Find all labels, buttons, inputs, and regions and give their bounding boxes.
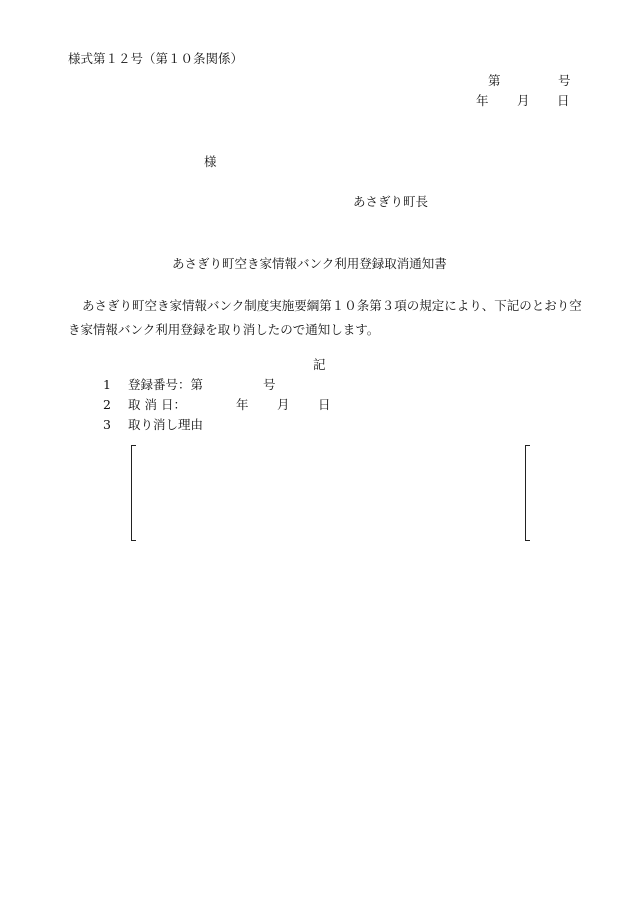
document-number-suffix: 号 <box>558 73 571 88</box>
cancellation-date-label: 取 消 日： <box>128 397 186 412</box>
item-number: 3 <box>103 417 111 432</box>
document-number-prefix: 第 <box>488 73 501 88</box>
date-year-label: 年 <box>476 93 489 108</box>
date-day-label: 日 <box>557 93 570 108</box>
reason-box-left-bracket <box>131 445 136 541</box>
date-month-label: 月 <box>517 93 530 108</box>
registration-number-suffix: 号 <box>263 377 276 392</box>
sender-name: あさぎり町長 <box>353 194 429 209</box>
item-number: 1 <box>103 377 111 392</box>
reason-box-right-bracket <box>525 445 530 541</box>
body-paragraph: あさぎり町空き家情報バンク制度実施要綱第１０条第３項の規定により、下記のとおり空き家情報バンク利用登録を取り消したので通知します。 <box>68 298 582 337</box>
registration-number-label: 登録番号：第 <box>128 377 204 392</box>
cancellation-reason-label: 取り消し理由 <box>128 417 204 432</box>
form-number: 様式第１２号（第１０条関係） <box>68 51 244 66</box>
cancellation-month-label: 月 <box>277 397 290 412</box>
notes-heading: 記 <box>313 357 326 372</box>
item-number: 2 <box>103 397 111 412</box>
document-title: あさぎり町空き家情報バンク利用登録取消通知書 <box>172 256 447 271</box>
cancellation-day-label: 日 <box>318 397 331 412</box>
addressee-honorific: 様 <box>204 154 217 169</box>
cancellation-year-label: 年 <box>236 397 249 412</box>
